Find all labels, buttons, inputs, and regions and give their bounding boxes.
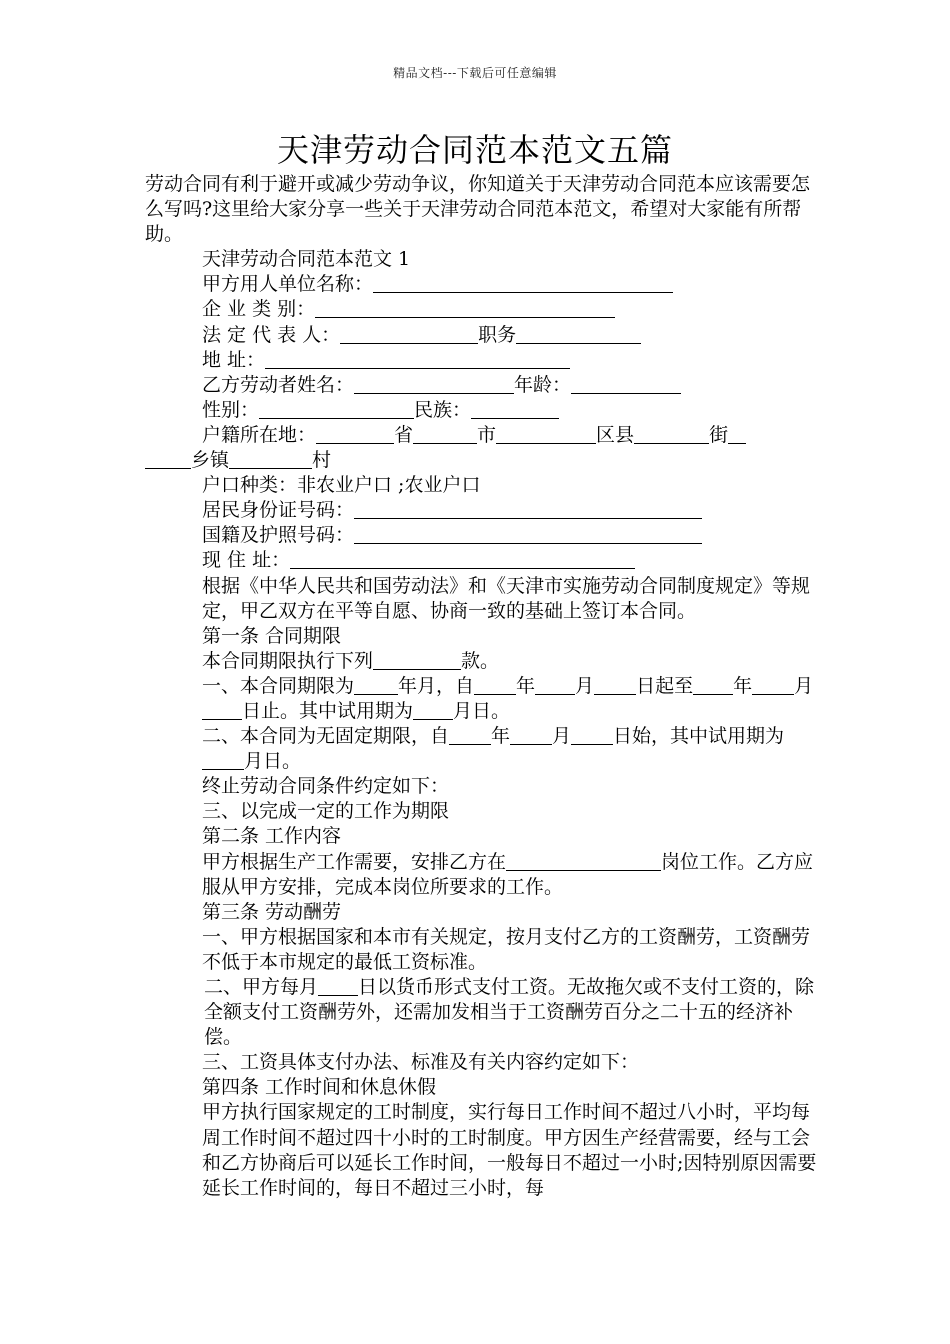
field-label: 国籍及护照号码： [202, 524, 355, 547]
field-gender [145, 398, 817, 423]
blank-line [496, 424, 596, 444]
field-label: 市 [477, 423, 497, 446]
article-4-heading: 第四条 工作时间和休息休假 [202, 1076, 437, 1099]
field-employer-address [145, 348, 817, 373]
blank-line [316, 424, 394, 444]
basis-paragraph: 根据《中华人民共和国劳动法》和《天津市实施劳动合同制度规定》等规定，甲乙双方在平等自愿、协商一致的基础上签订本合同。 [202, 574, 811, 622]
blank-line [413, 424, 477, 444]
text: 二、本合同为无固定期限，自 [202, 725, 450, 748]
field-residence [145, 548, 817, 573]
blank-line [145, 449, 191, 469]
document-title: 天津劳动合同范本范文五篇 [276, 131, 673, 169]
article-2-paragraph [145, 850, 817, 900]
field-company-type [145, 297, 817, 322]
article-1-term-3: 三、以完成一定的工作为期限 [202, 800, 450, 823]
blank-line [315, 298, 615, 318]
text: 岗位工作。乙方应服从甲方安排，完成本岗位所要求的工作。 [202, 850, 814, 898]
blank-line [354, 499, 702, 519]
blank-line [510, 725, 552, 745]
text: 款。 [461, 649, 500, 672]
article-4-paragraph-1: 甲方执行国家规定的工时制度，实行每日工作时间不超过八小时，平均每周工作时间不超过四十小时的工时制度。甲方因生产经营需要，经与工会和乙方协商后可以延长工作时间，一般每日不超过一小时;因特别原因需要延长工作时间的，每日不超过三小时，每 [202, 1101, 817, 1199]
field-label: 民族： [414, 398, 472, 421]
blank-line [229, 449, 312, 469]
article-1-heading: 第一条 合同期限 [202, 624, 342, 647]
field-label: 区县 [596, 423, 635, 446]
field-label: 年龄： [514, 373, 572, 396]
blank-line [506, 851, 661, 871]
blank-line [265, 349, 570, 369]
field-legal-rep [145, 323, 817, 348]
field-employee-name [145, 373, 817, 398]
field-label: 省 [394, 423, 414, 446]
text: 年 [733, 674, 753, 697]
field-label: 现 住 址： [202, 549, 291, 572]
text: 甲方根据生产工作需要，安排乙方在 [202, 850, 507, 873]
field-hukou-location-cont [145, 448, 817, 473]
article-1-term-2 [145, 724, 817, 774]
intro-paragraph: 劳动合同有利于避开或减少劳动争议，你知道关于天津劳动合同范本应该需要怎么写吗?这里给大家分享一些关于天津劳动合同范本范文，希望对大家能有所帮助。 [145, 173, 811, 246]
blank-line [259, 399, 414, 419]
text: 月 [552, 725, 572, 748]
text: 一、本合同期限为 [202, 674, 355, 697]
blank-line [752, 675, 794, 695]
blank-line [373, 273, 673, 293]
article-3-paragraph-2 [145, 975, 817, 1050]
text: 年 [491, 725, 511, 748]
text: 月日。 [244, 750, 302, 773]
field-label: 户籍所在地： [202, 423, 317, 446]
section-subtitle: 天津劳动合同范本范文 1 [202, 248, 411, 271]
article-3-paragraph-3: 三、工资具体支付办法、标准及有关内容约定如下： [202, 1051, 640, 1074]
field-label: 职务 [478, 323, 517, 346]
article-3-heading: 第三条 劳动酬劳 [202, 900, 342, 923]
field-label: 地 址： [202, 348, 266, 371]
blank-line [413, 700, 453, 720]
blank-line [202, 700, 242, 720]
blank-line [340, 324, 478, 344]
field-employer-name [145, 272, 817, 297]
field-label: 居民身份证号码： [202, 499, 355, 522]
blank-line [354, 524, 702, 544]
article-1-term-1 [145, 674, 817, 724]
field-id-number [145, 498, 817, 523]
blank-line [474, 675, 516, 695]
field-label: 企 业 类 别： [202, 298, 316, 321]
blank-line [634, 424, 709, 444]
text: 年 [516, 674, 536, 697]
field-label: 街 [709, 423, 729, 446]
text: 月 [575, 674, 595, 697]
blank-line [535, 675, 575, 695]
text: 日以货币形式支付工资。无故拖欠或不支付工资的，除全额支付工资酬劳外，还需加发相当于工资酬劳百分之二十五的经济补偿。 [204, 976, 815, 1049]
field-hukou-type: 户口种类：非农业户口 ;农业户口 [202, 474, 481, 497]
blank-line [354, 374, 514, 394]
blank-line [373, 650, 461, 670]
blank-line [202, 750, 244, 770]
field-label: 性别： [202, 398, 260, 421]
text: 二、甲方每月 [204, 976, 319, 998]
text: 本合同期限执行下列 [202, 649, 374, 672]
text: 日始，其中试用期为 [613, 725, 785, 748]
field-hukou-location [145, 423, 817, 448]
document-body [145, 172, 817, 1201]
article-2-heading: 第二条 工作内容 [202, 825, 342, 848]
field-label: 甲方用人单位名称： [202, 273, 374, 296]
field-label: 村 [312, 449, 332, 472]
field-label: 乡镇 [191, 449, 230, 472]
blank-line [594, 675, 636, 695]
blank-line [318, 976, 358, 996]
field-label: 法 定 代 表 人： [202, 323, 341, 346]
blank-line [693, 675, 733, 695]
blank-line [471, 399, 559, 419]
text: 日起至 [636, 674, 694, 697]
blank-line [571, 725, 613, 745]
page-header: 精品文档---下载后可任意编辑 [393, 66, 557, 80]
blank-line [728, 424, 746, 444]
field-passport [145, 523, 817, 548]
text: 日止。其中试用期为 [242, 699, 414, 722]
article-3-paragraph-1: 一、甲方根据国家和本市有关规定，按月支付乙方的工资酬劳，工资酬劳不低于本市规定的最低工资标准。 [202, 925, 811, 973]
termination-conditions: 终止劳动合同条件约定如下： [202, 775, 450, 798]
blank-line [290, 549, 635, 569]
blank-line [354, 675, 398, 695]
field-label: 乙方劳动者姓名： [202, 373, 355, 396]
article-1-line [145, 649, 817, 674]
blank-line [449, 725, 491, 745]
text: 月 [794, 674, 814, 697]
text: 月日。 [453, 699, 511, 722]
text: 年月，自 [398, 674, 475, 697]
blank-line [516, 324, 641, 344]
blank-line [571, 374, 681, 394]
